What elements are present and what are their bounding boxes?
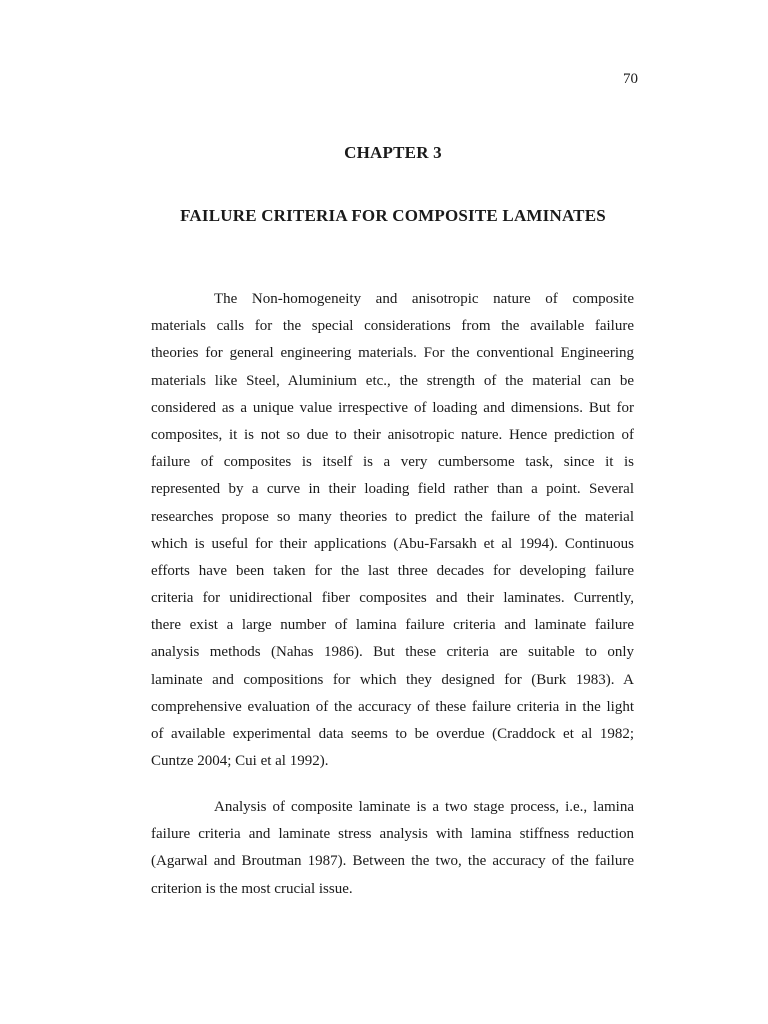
text-line: analysis methods (Nahas 1986). But these criteria are suitable to only: [151, 644, 634, 661]
text-line: criteria for unidirectional fiber composites and their laminates. Currently,: [151, 590, 634, 607]
chapter-title: FAILURE CRITERIA FOR COMPOSITE LAMINATES: [180, 206, 606, 225]
text-line: comprehensive evaluation of the accuracy of these failure criteria in the light: [151, 698, 634, 715]
text-line: The Non-homogeneity and anisotropic nature of composite: [214, 291, 634, 307]
text-line: materials calls for the special considerations from the available failure: [151, 318, 634, 335]
text-line: criterion is the most crucial issue.: [151, 880, 353, 897]
text-line: considered as a unique value irrespective of loading and dimensions. But for: [151, 399, 634, 416]
text-line: represented by a curve in their loading field rather than a point. Several: [151, 481, 634, 498]
text-line: Analysis of composite laminate is a two stage process, i.e., lamina: [214, 799, 634, 815]
page-number: 70: [623, 71, 638, 87]
text-line: researches propose so many theories to predict the failure of the material: [151, 508, 634, 525]
text-line: which is useful for their applications (Abu-Farsakh et al 1994). Continuous: [151, 535, 634, 552]
body-paragraph-2: [151, 794, 634, 903]
chapter-label: CHAPTER 3: [344, 143, 442, 162]
body-paragraph-1: [151, 286, 634, 775]
text-line: failure of composites is itself is a very cumbersome task, since it is: [151, 454, 634, 471]
text-line: laminate and compositions for which they designed for (Burk 1983). A: [151, 671, 634, 688]
text-line: efforts have been taken for the last three decades for developing failure: [151, 562, 634, 579]
text-line: theories for general engineering materials. For the conventional Engineering: [151, 345, 634, 362]
text-line: materials like Steel, Aluminium etc., the strength of the material can be: [151, 372, 634, 389]
text-line: (Agarwal and Broutman 1987). Between the two, the accuracy of the failure: [151, 853, 634, 870]
text-line: composites, it is not so due to their anisotropic nature. Hence prediction of: [151, 426, 634, 443]
text-line: there exist a large number of lamina failure criteria and laminate failure: [151, 617, 634, 634]
text-line: failure criteria and laminate stress analysis with lamina stiffness reduction: [151, 826, 634, 843]
text-line: Cuntze 2004; Cui et al 1992).: [151, 753, 329, 770]
text-line: of available experimental data seems to be overdue (Craddock et al 1982;: [151, 726, 634, 742]
